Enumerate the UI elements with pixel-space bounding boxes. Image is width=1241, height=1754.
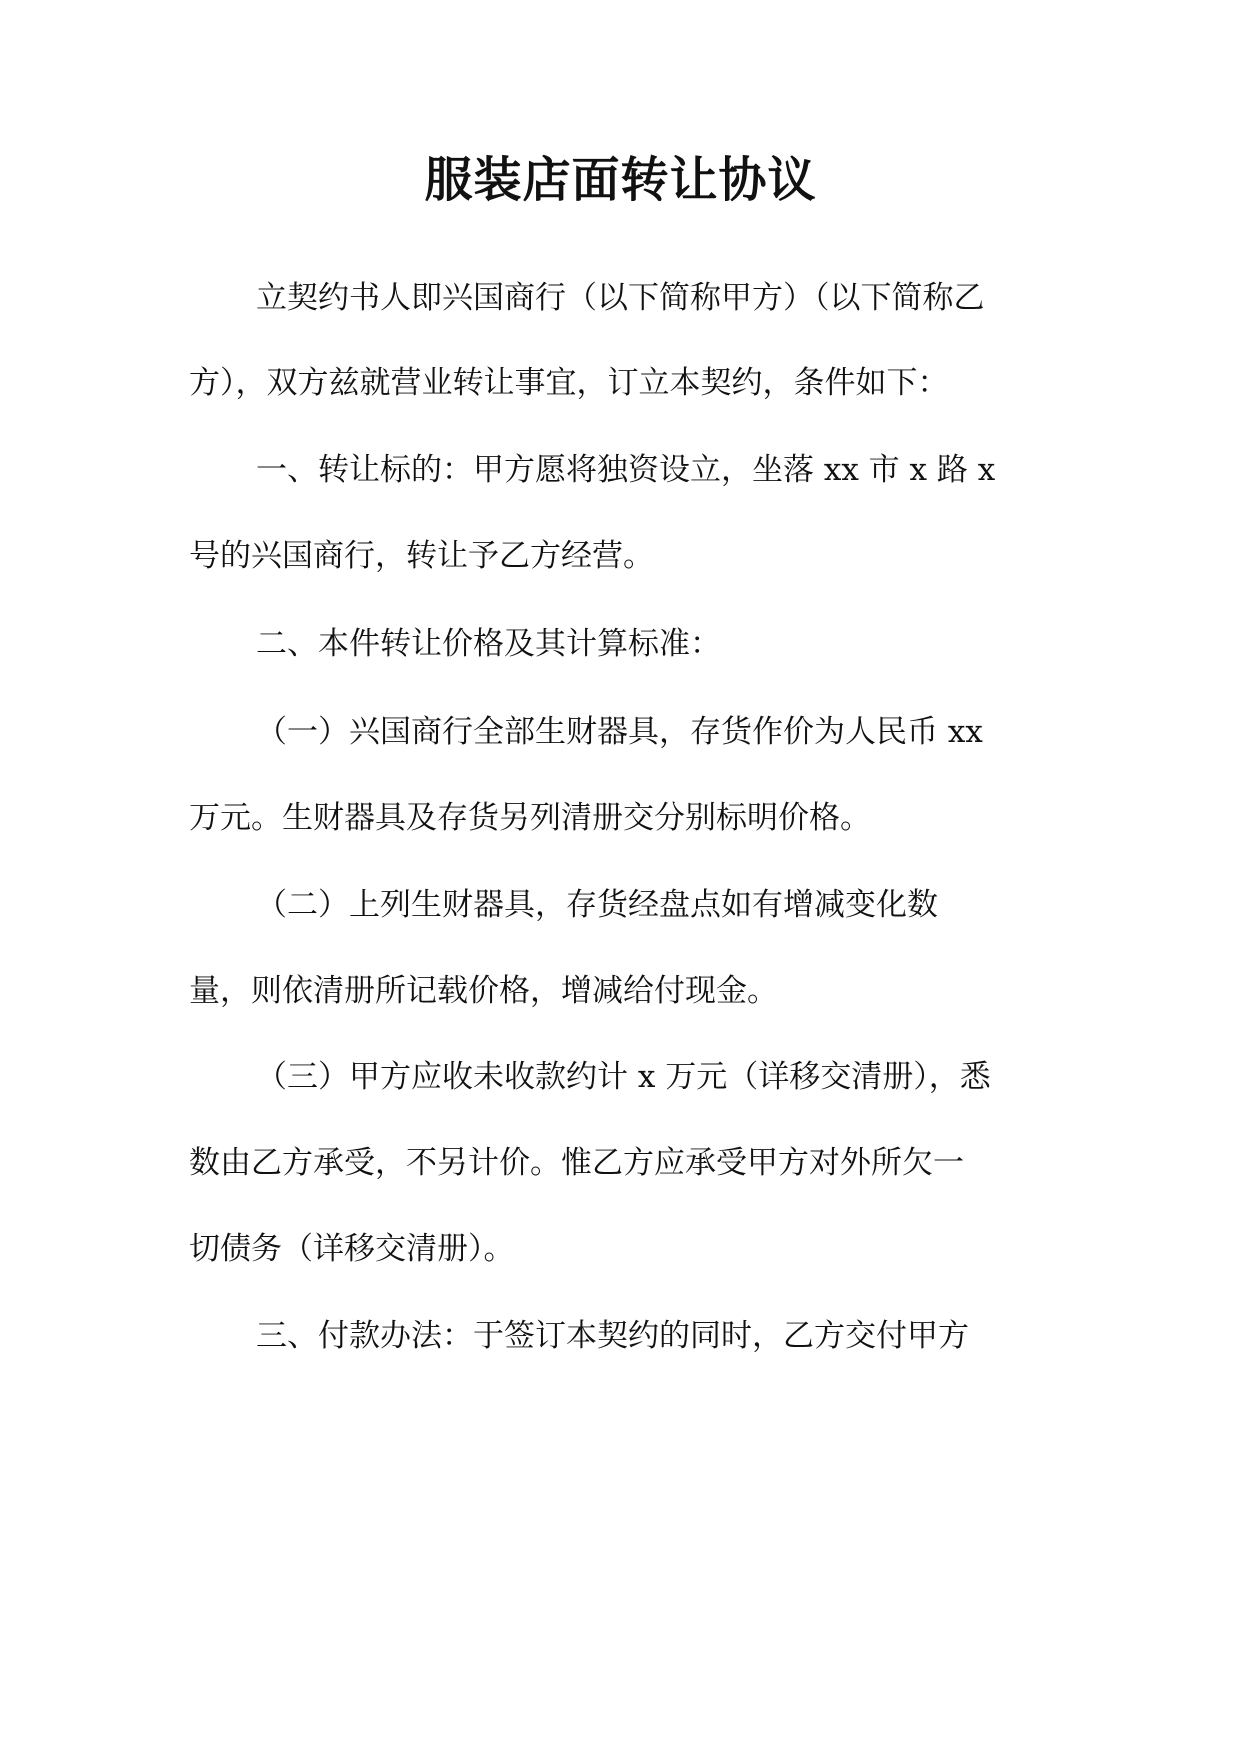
paragraph-intro-line-1: 立契约书人即兴国商行（以下简称甲方）（以下简称乙 — [256, 280, 985, 316]
clause-2-item-3-line-3: 切债务（详移交清册）。 — [189, 1231, 515, 1267]
clause-2-item-2-line-2: 量，则依清册所记载价格，增减给付现金。 — [189, 973, 778, 1009]
document-title: 服装店面转让协议 — [424, 152, 817, 208]
clause-2-item-1-line-2: 万元。生财器具及存货另列清册交分别标明价格。 — [189, 800, 871, 836]
clause-2-item-3-line-2: 数由乙方承受，不另计价。惟乙方应承受甲方对外所欠一 — [189, 1145, 964, 1181]
clause-2-item-2-line-1: （二）上列生财器具，存货经盘点如有增减变化数 — [256, 887, 938, 923]
clause-2-heading: 二、本件转让价格及其计算标准： — [256, 626, 721, 662]
clause-3-line-1: 三、付款办法：于签订本契约的同时，乙方交付甲方 — [256, 1318, 969, 1354]
clause-1-line-1: 一、转让标的：甲方愿将独资设立，坐落 xx 市 x 路 x — [256, 452, 996, 488]
clause-1-line-2: 号的兴国商行，转让予乙方经营。 — [189, 538, 654, 574]
clause-2-item-1-line-1: （一）兴国商行全部生财器具，存货作价为人民币 xx — [256, 714, 983, 750]
clause-2-item-3-line-1: （三）甲方应收未收款约计 x 万元（详移交清册），悉 — [256, 1059, 991, 1095]
paragraph-intro-line-2: 方），双方兹就营业转让事宜，订立本契约，条件如下： — [189, 365, 949, 401]
